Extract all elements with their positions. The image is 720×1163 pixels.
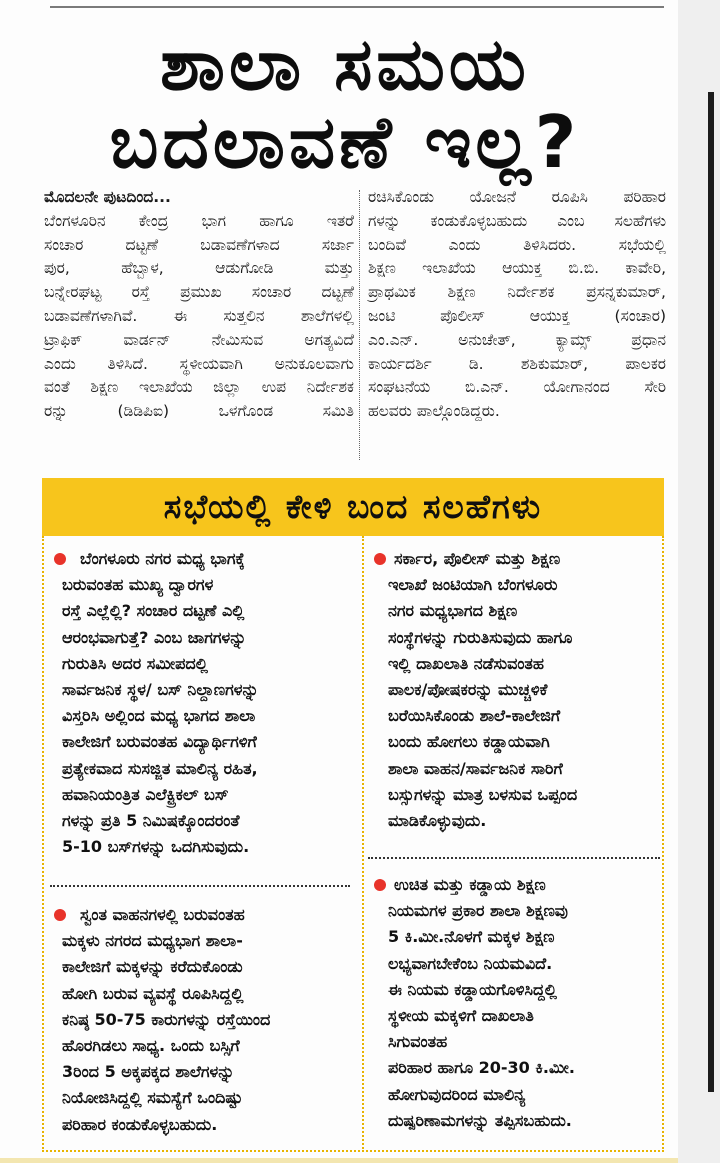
suggestion-line: ಕಾಲೇಜಿಗೆ ಬರುವಂತಹ ವಿದ್ಯಾರ್ಥಿಗಳಿಗೆ [62, 732, 257, 752]
suggestion-line: ಬಸ್ಸುಗಳನ್ನು ಮಾತ್ರ ಬಳಸುವ ಒಪ್ಪಂದ [388, 784, 578, 804]
suggestion-line: ಶಾಲಾ ವಾಹನ/ಸಾರ್ವಜನಿಕ ಸಾರಿಗೆ [388, 758, 563, 778]
dotted-separator [368, 857, 660, 859]
intro-line: ಜಂಟಿ ಪೊಲೀಸ್ ಆಯುಕ್ತ (ಸಂಚಾರ) [368, 306, 666, 325]
intro-line: ಎಂ.ಎನ್. ಅನುಚೇತ್, ಕ್ಯಾಮ್ಸ್ ಪ್ರಧಾನ [368, 330, 666, 349]
suggestion-line: ಈ ನಿಯಮ ಕಡ್ಡಾಯಗೊಳಿಸಿದ್ದಲ್ಲಿ [388, 979, 557, 999]
intro-line: ಎಂದು ತಿಳಿಸಿದೆ. ಸ್ಥಳೀಯವಾಗಿ ಅನುಕೂಲವಾಗು [44, 354, 354, 373]
intro-line: ಶಿಕ್ಷಣ ಇಲಾಖೆಯ ಆಯುಕ್ತ ಬಿ.ಬಿ. ಕಾವೇರಿ, [368, 259, 666, 278]
suggestion-line: ದುಷ್ಪರಿಣಾಮಗಳನ್ನು ತಪ್ಪಿಸಬಹುದು. [388, 1110, 572, 1130]
suggestion-line: ಹೋಗಿ ಬರುವ ವ್ಯವಸ್ಥೆ ರೂಪಿಸಿದ್ದಲ್ಲಿ [62, 983, 244, 1003]
red-bullet-icon [54, 909, 66, 921]
suggestion-left-1 [62, 546, 362, 860]
top-rule [50, 6, 664, 8]
suggestion-line: ಕನಿಷ್ಠ 50-75 ಕಾರುಗಳನ್ನು ರಸ್ತೆಯಿಂದ [62, 1009, 271, 1029]
suggestions-banner-title: ಸಭೆಯಲ್ಲಿ ಕೇಳಿ ಬಂದ ಸಲಹೆಗಳು [163, 487, 543, 526]
intro-line: ಸಂಘಟನೆಯ ಬಿ.ಎನ್. ಯೋಗಾನಂದ ಸೇರಿ [368, 378, 666, 397]
suggestion-line: ನಿಯಮಗಳ ಪ್ರಕಾರ ಶಾಲಾ ಶಿಕ್ಷಣವು [388, 901, 568, 921]
suggestions-banner [42, 478, 664, 536]
suggestion-line: ನಿಯೋಜಿಸಿದ್ದಲ್ಲಿ ಸಮಸ್ಯೆಗೆ ಒಂದಿಷ್ಟು [62, 1088, 243, 1108]
intro-line: ಬಡಾವಣೆಗಳಾಗಿವೆ. ಈ ಸುತ್ತಲಿನ ಶಾಲೆಗಳಲ್ಲಿ [44, 306, 354, 325]
suggestion-line: ಇಲ್ಲಿ ದಾಖಲಾತಿ ನಡೆಸುವಂತಹ [388, 653, 545, 673]
suggestion-line: ಸಿಗುವಂತಹ [388, 1032, 448, 1052]
page-edge-margin [678, 0, 720, 1163]
suggestion-line: ಬರುವಂತಹ ಮುಖ್ಯ ದ್ವಾರಗಳ [62, 575, 214, 595]
suggestion-line: 3ರಿಂದ 5 ಅಕ್ಕಪಕ್ಕದ ಶಾಲೆಗಳನ್ನು [62, 1062, 235, 1082]
suggestion-line: 5 ಕಿ.ಮೀ.ನೊಳಗೆ ಮಕ್ಕಳ ಶಿಕ್ಷಣ [388, 927, 555, 947]
intro-line: ವಂತೆ ಶಿಕ್ಷಣ ಇಲಾಖೆಯ ಜಿಲ್ಲಾ ಉಪ ನಿರ್ದೇಶಕ [44, 378, 354, 397]
suggestion-line: ಇಲಾಖೆ ಜಂಟಿಯಾಗಿ ಬೆಂಗಳೂರು [388, 575, 558, 595]
suggestion-line: ಪರಿಹಾರ ಕಂಡುಕೊಳ್ಳಬಹುದು. [62, 1114, 218, 1134]
suggestion-line: ವಿಸ್ತರಿಸಿ ಅಲ್ಲಿಂದ ಮಧ್ಯ ಭಾಗದ ಶಾಲಾ [62, 706, 256, 726]
suggestion-line: ಗಳನ್ನು ಪ್ರತಿ 5 ನಿಮಿಷಕ್ಕೊಂದರಂತೆ [62, 811, 240, 831]
continued-from-front-page: ಮೊದಲನೇ ಪುಟದಿಂದ... [44, 188, 171, 206]
suggestion-line: ಸಾರ್ವಜನಿಕ ಸ್ಥಳ/ ಬಸ್ ನಿಲ್ದಾಣಗಳನ್ನು [62, 680, 259, 700]
suggestion-line: ರಸ್ತೆ ಎಲ್ಲೆಲ್ಲಿ? ಸಂಚಾರ ದಟ್ಟಣೆ ಎಲ್ಲಿ [62, 601, 245, 621]
suggestion-line: ಸ್ಥಳೀಯ ಮಕ್ಕಳಿಗೆ ದಾಖಲಾತಿ [388, 1006, 534, 1026]
suggestion-line: ಹೊರಗಿಡಲು ಸಾಧ್ಯ. ಒಂದು ಬಸ್ಸಿಗೆ [62, 1036, 240, 1056]
adjacent-page-strip [708, 92, 714, 1092]
intro-line: ಬನ್ನೇರಘಟ್ಟ ರಸ್ತೆ ಪ್ರಮುಖ ಸಂಚಾರ ದಟ್ಟಣೆ [44, 283, 354, 302]
intro-column-right [368, 186, 666, 424]
suggestion-line: ಪ್ರತ್ಯೇಕವಾದ ಸುಸಜ್ಜಿತ ಮಾಲಿನ್ಯ ರಹಿತ, [62, 758, 258, 778]
suggestion-line: ಪರಿಹಾರ ಹಾಗೂ 20-30 ಕಿ.ಮೀ. [388, 1058, 575, 1078]
intro-line: ರಚಿಸಿಕೊಂಡು ಯೋಜನೆ ರೂಪಿಸಿ ಪರಿಹಾರ [368, 188, 666, 206]
headline-line-1: ಶಾಲಾ ಸಮಯ [160, 22, 530, 106]
suggestion-line: ಸಂಸ್ಥೆಗಳನ್ನು ಗುರುತಿಸುವುದು ಹಾಗೂ [388, 627, 573, 647]
column-divider [359, 190, 360, 460]
suggestion-line: 5-10 ಬಸ್‌ಗಳನ್ನು ಒದಗಿಸುವುದು. [62, 837, 250, 857]
suggestion-line: ಮಕ್ಕಳು ನಗರದ ಮಧ್ಯಭಾಗ ಶಾಲಾ- [62, 931, 243, 951]
suggestion-line: ಬರೆಯಿಸಿಕೊಂಡು ಶಾಲೆ-ಕಾಲೇಜಿಗೆ [388, 706, 561, 726]
suggestion-line: ಗುರುತಿಸಿ ಅದರ ಸಮೀಪದಲ್ಲಿ [62, 653, 208, 673]
red-bullet-icon [54, 553, 66, 565]
intro-line: ಪುರ, ಹೆಬ್ಬಾಳ, ಆಡುಗೋಡಿ ಮತ್ತು [44, 259, 354, 278]
intro-line: ಪ್ರಾಥಮಿಕ ಶಿಕ್ಷಣ ನಿರ್ದೇಶಕ ಪ್ರಸನ್ನಕುಮಾರ್, [368, 283, 666, 302]
intro-line: ಸಂಚಾರ ದಟ್ಟಣೆ ಬಡಾವಣೆಗಳಾದ ಸರ್ಜಾ [44, 235, 354, 254]
suggestion-line: ಬೆಂಗಳೂರು ನಗರ ಮಧ್ಯ ಭಾಗಕ್ಕೆ [80, 549, 245, 568]
suggestion-line: ಲಭ್ಯವಾಗಬೇಕೆಂಬ ನಿಯಮವಿದೆ. [388, 953, 553, 973]
suggestion-left-2 [62, 902, 362, 1138]
suggestion-line: ಪಾಲಕ/ಪೋಷಕರನ್ನು ಮುಚ್ಚಳಿಕೆ [388, 680, 548, 700]
bottom-edge [0, 1158, 678, 1163]
intro-line: ರನ್ನು (ಡಿಡಿಪಿಐ) ಒಳಗೊಂಡ ಸಮಿತಿ [44, 402, 354, 421]
suggestion-right-1 [374, 546, 660, 834]
suggestion-line: ಕಾಲೇಜಿಗೆ ಮಕ್ಕಳನ್ನು ಕರೆದುಕೊಂಡು [62, 957, 243, 977]
suggestion-line: ಬಂದು ಹೋಗಲು ಕಡ್ಡಾಯವಾಗಿ [388, 732, 550, 752]
intro-line: ಬಂದಿವೆ ಎಂದು ತಿಳಿಸಿದರು. ಸಭೆಯಲ್ಲಿ [368, 235, 666, 254]
intro-line: ಕಾರ್ಯದರ್ಶಿ ಡಿ. ಶಶಿಕುಮಾರ್, ಪಾಲಕರ [368, 354, 666, 373]
intro-line: ಬೆಂಗಳೂರಿನ ಕೇಂದ್ರ ಭಾಗ ಹಾಗೂ ಇತರೆ [44, 211, 354, 230]
suggestion-line: ಹವಾನಿಯಂತ್ರಿತ ಎಲೆಕ್ಟ್ರಿಕಲ್ ಬಸ್ [62, 784, 229, 804]
red-bullet-icon [374, 553, 386, 565]
intro-column-left [44, 186, 354, 424]
suggestion-right-2 [374, 872, 660, 1134]
suggestion-line: ಹೋಗುವುದರಿಂದ ಮಾಲಿನ್ಯ [388, 1084, 526, 1104]
suggestion-line: ನಗರ ಮಧ್ಯಭಾಗದ ಶಿಕ್ಷಣ [388, 601, 518, 621]
intro-line: ಟ್ರಾಫಿಕ್ ವಾರ್ಡನ್ ನೇಮಿಸುವ ಅಗತ್ಯವಿದೆ [44, 330, 354, 349]
headline-line-2: ಬದಲಾವಣೆ ಇಲ್ಲ? [109, 100, 581, 184]
suggestion-line: ಸ್ವಂತ ವಾಹನಗಳಲ್ಲಿ ಬರುವಂತಹ [80, 905, 245, 924]
suggestion-line: ಮಾಡಿಕೊಳ್ಳುವುದು. [388, 811, 487, 831]
red-bullet-icon [374, 879, 386, 891]
suggestion-line: ಸರ್ಕಾರ, ಪೊಲೀಸ್ ಮತ್ತು ಶಿಕ್ಷಣ [394, 549, 561, 568]
suggestion-line: ಉಚಿತ ಮತ್ತು ಕಡ್ಡಾಯ ಶಿಕ್ಷಣ [394, 875, 546, 894]
intro-line: ಹಲವರು ಪಾಲ್ಗೊಂಡಿದ್ದರು. [368, 402, 500, 421]
intro-line: ಗಳನ್ನು ಕಂಡುಕೊಳ್ಳಬಹುದು ಎಂಬ ಸಲಹೆಗಳು [368, 211, 666, 230]
dotted-separator [50, 885, 350, 887]
suggestion-line: ಆರಂಭವಾಗುತ್ತೆ? ಎಂಬ ಜಾಗಗಳನ್ನು [62, 627, 247, 647]
